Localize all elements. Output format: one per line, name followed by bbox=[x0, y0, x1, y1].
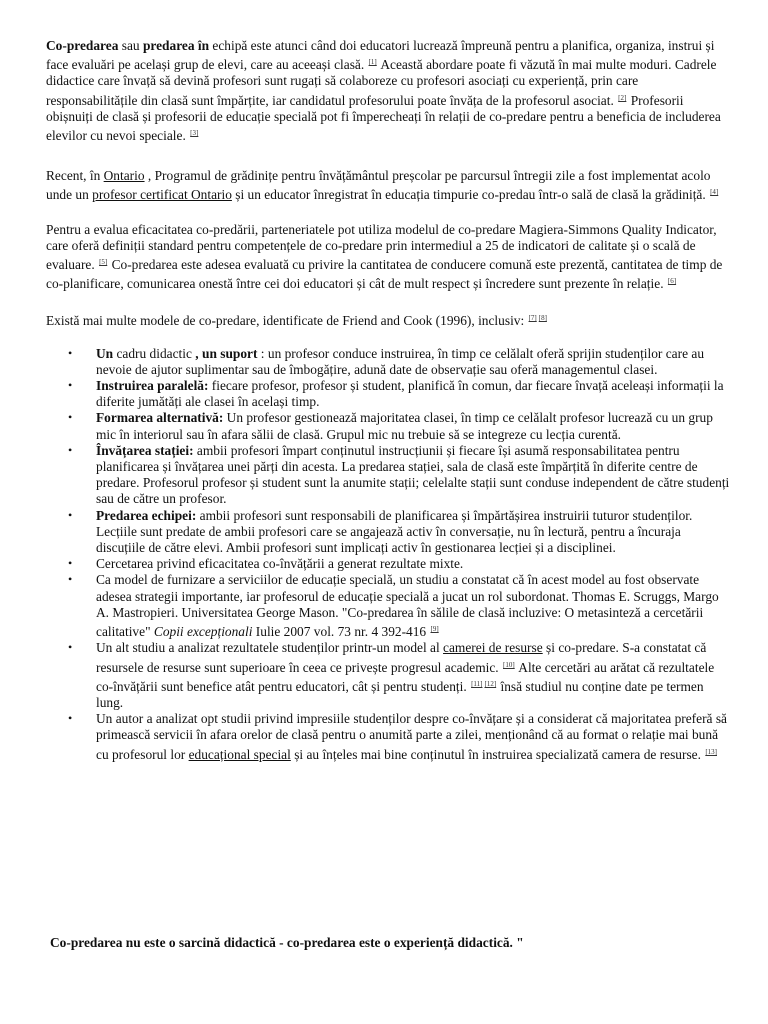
journal-title: Copii excepționali bbox=[153, 624, 253, 640]
link-profesor-certificat-ontario[interactable]: profesor certificat Ontario bbox=[92, 187, 232, 203]
list-item: • Cercetarea privind eficacitatea co-învățării a generat rezultate mixte. bbox=[46, 556, 732, 572]
link-ontario[interactable]: Ontario bbox=[103, 168, 145, 184]
footnote-ref-9[interactable]: [9] bbox=[430, 625, 439, 634]
footnote-ref-1[interactable]: [1] bbox=[368, 58, 377, 67]
intro-paragraph: Co-predarea sau predarea în echipă este atunci când doi educatori lucrează împreună pentru a planifica, organiza, instrui și face evaluări pe același grup de elevi, care au aceeași clasă. [1] Această abordare poate fi văzută în mai multe moduri. Cadrele didactice care învață să devină profesori sunt rugați să colaboreze cu profesori asociați cu experiență, prin care responsabilitățile din clasă sunt împărțite, iar candidatul profesorului poate învăța de la profesorul asociat. [2] Profesorii obișnuiți de clasă și profesorii de educație specială pot fi împerecheați în relații de co-predare pentru a beneficia de includerea elevilor cu nevoi speciale. [3] bbox=[46, 38, 721, 144]
term-predarea-in: predarea în bbox=[142, 38, 210, 53]
footnote-ref-5[interactable]: [5] bbox=[99, 258, 108, 267]
footnote-ref-8[interactable]: [8] bbox=[538, 314, 547, 323]
list-item: • Instruirea paralelă: fiecare profesor, profesor și student, planifică în comun, dar fiecare învață aceleași informații la diferite jumătăți ale clasei în același timp. bbox=[46, 378, 732, 410]
footnote-ref-7[interactable]: [7] bbox=[528, 314, 537, 323]
list-item: • Un autor a analizat opt studii privind impresiile studenților despre co-învățare și a considerat că majoritatea preferă să primească servicii în afara orelor de clasă pentru o anumită parte a zilei, menționând că au format o relație mai bună cu profesorul lor educațional special și au înțeles mai bine conținutul în instruirea specializată camera de resurse. [13] bbox=[46, 711, 732, 763]
document-body bbox=[46, 38, 732, 763]
evaluation-paragraph: Pentru a evalua eficacitatea co-predării, parteneriatele pot utiliza modelul de co-predare Magiera-Simmons Quality Indicator, care oferă definiții standard pentru competențele de co-predare prin intermediul a 25 de indicatori de calitate și o scală de evaluare. [5] Co-predarea este adesea evaluată cu privire la cantitatea de conducere comună este prezentă, cantitatea de timp de co-planificare, comunicarea onestă între cei doi educatori și cât de mult respect și încredere sunt prezente în relație. [6] bbox=[46, 221, 723, 292]
footnote-ref-12[interactable]: [12] bbox=[484, 679, 497, 688]
list-item: • Formarea alternativă: Un profesor gestionează majoritatea clasei, în timp ce celălalt profesor lucrează cu un grup mic în interiorul sau în afara sălii de clasă. Grupul mic nu trebuie să se integreze cu lecția curentă. bbox=[46, 410, 732, 442]
footnote-ref-4[interactable]: [4] bbox=[710, 188, 719, 197]
closing-quote: Co-predarea nu este o sarcină didactică - co-predarea este o experiență didactică. " bbox=[50, 935, 524, 950]
link-camerei-de-resurse[interactable]: camerei de resurse bbox=[443, 640, 543, 656]
list-item: • Învățarea stației: ambii profesori împart conținutul instrucțiunii și fiecare își asumă responsabilitatea pentru planificarea și învățarea unei părți din acesta. La predarea stației, sala de clasă este împărțită în diferite centre de predare. Profesorul profesor și student sunt la anumite stații; celelalte stații sunt conduse independent de către studenți sau de către un profesor. bbox=[46, 443, 732, 508]
models-intro: Există mai multe modele de co-predare, identificate de Friend and Cook (1996), inclusiv: [7] [8] bbox=[46, 313, 547, 329]
footnote-ref-2[interactable]: [2] bbox=[618, 93, 627, 102]
footnote-ref-3[interactable]: [3] bbox=[190, 129, 199, 138]
list-item: • Ca model de furnizare a serviciilor de educație specială, un studiu a constatat că în acest model au fost observate adesea strategii importante, iar profesorul de educație specială a jucat un rol subordonat. Thomas E. Scruggs, Margo A. Mastropieri. Universitatea George Mason. "Co-predarea în sălile de clasă incluzive: O metasinteză a cercetării calitative" Copii excepționali Iulie 2007 vol. 73 nr. 4 392-416 [9] bbox=[46, 572, 732, 640]
term-co-predarea: Co-predarea bbox=[46, 38, 119, 53]
footnote-ref-11[interactable]: [11] bbox=[471, 679, 483, 688]
list-item: • Un alt studiu a analizat rezultatele studenților printr-un model al camerei de resurse și co-predare. S-a constatat că resursele de resurse sunt superioare în ceea ce privește progresul academic. [10] Alte cercetări au arătat că rezultatele co-învățării sunt benefice atât pentru educatori, cât și pentru studenți. [11] [12] însă studiul nu conține date pe termen lung. bbox=[46, 640, 732, 711]
link-educational-special[interactable]: educațional special bbox=[188, 746, 291, 762]
models-list bbox=[46, 346, 732, 763]
footnote-ref-10[interactable]: [10] bbox=[503, 660, 515, 669]
footnote-ref-6[interactable]: [6] bbox=[667, 277, 677, 286]
list-item: • Predarea echipei: ambii profesori sunt responsabili de planificarea și împărtășirea instruirii tuturor studenților. Lecțiile sunt predate de ambii profesori care se angajează activ în conversație, nu în lectură, pentru a încuraja discuțiile de către elevi. Ambii profesori sunt implicați activ în gestionarea lecției și a disciplinei. bbox=[46, 508, 732, 557]
list-item: • Un cadru didactic , un suport : un profesor conduce instruirea, în timp ce celălalt oferă sprijin studenților care au nevoie de ajutor suplimentar sau de îmbogățire, adună date de observație sau oferă managementul clasei. bbox=[46, 346, 732, 378]
footnote-ref-13[interactable]: [13] bbox=[705, 747, 717, 756]
ontario-paragraph: Recent, în Ontario , Programul de grădinițe pentru învățământul preșcolar pe parcursul întregii zile a fost implementat acolo unde un profesor certificat Ontario și un educator înregistrat în educația timpurie co-predau într-o sală de clasă la grădiniță. [4] bbox=[46, 168, 719, 203]
